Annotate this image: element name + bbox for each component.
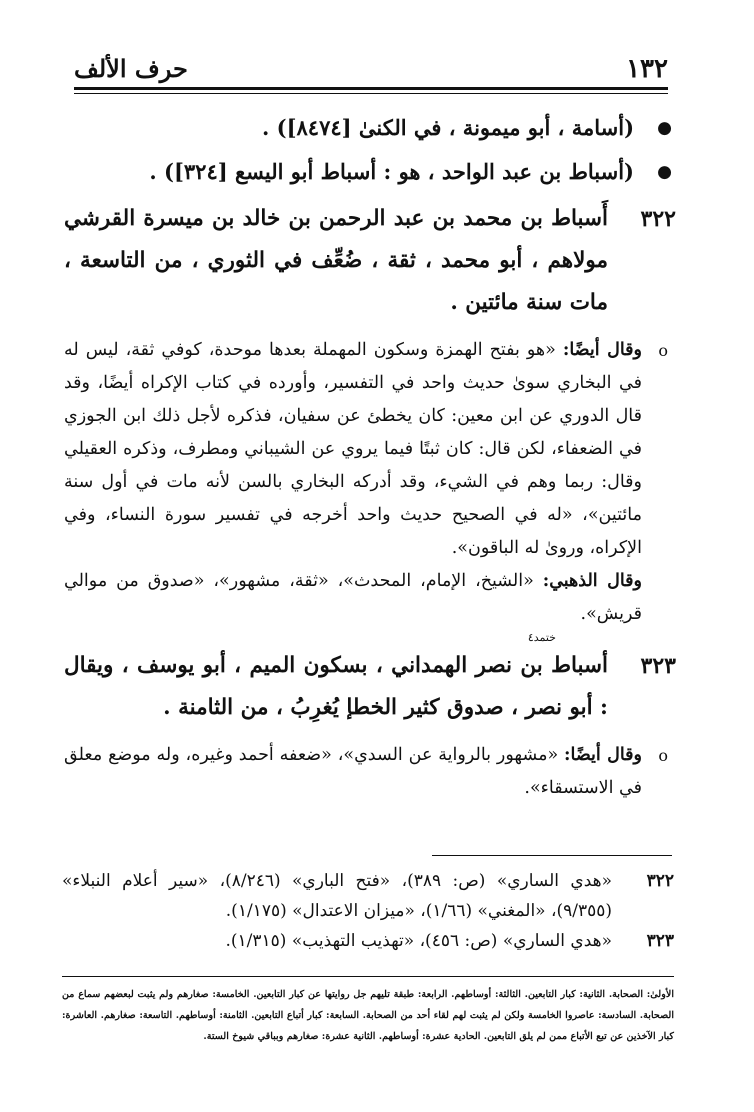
circle-marker-icon: o <box>658 341 668 360</box>
commentary-note <box>64 334 676 565</box>
cross-reference <box>64 106 676 150</box>
footnote-text: «هدي الساري» (ص: ٣٨٩)، «فتح الباري» (٨/٢٤٦)، «سير أعلام النبلاء» (٩/٣٥٥)، «المغني» (١/٦٦)، «ميزان الاعتدال» (١/١٧٥). <box>62 871 612 921</box>
footnote-number: ٣٢٣ <box>646 931 674 951</box>
narrator-entry <box>64 631 676 729</box>
header-divider-thick <box>74 87 668 90</box>
cross-reference <box>64 150 676 194</box>
cross-reference-text: (أسامة ، أبو ميمونة ، في الكنىٰ [٨٤٧٤]) . <box>262 115 634 140</box>
header-divider-thin <box>74 93 668 94</box>
note-text: «الشيخ، الإمام، المحدث»، «ثقة، مشهور»، «صدوق من موالي قريش». <box>64 571 642 624</box>
footnotes <box>62 866 674 956</box>
generations-legend: الأولىٰ: الصحابة. الثانية: كبار التابعين. الثالثة: أوساطهم. الرابعة: طبقة تليهم جل روايتها عن كبار التابعين. الخامسة: صغارهم ولم يثبت لبعضهم سماع من الصحابة. السادسة: عاصروا الخامسة ولكن لم يثبت لهم لقاء أحد من الصحابة. السابعة: كبار أتباع التابعين. الثامنة: أوساطهم. التاسعة: صغارهم. العاشرة: كبار الآخذين عن تبع الأتباع ممن لم يلق التابعين. الحادية عشرة: أوساطهم. الثانية عشرة: صغارهم وبباقي شيوخ الستة. <box>62 989 674 1042</box>
commentary-note <box>64 565 676 631</box>
entry-text: أَسباط بن محمد بن عبد الرحمن بن خالد بن ميسرة القرشي مولاهم ، أبو محمد ، ثقة ، ضُعِّف في الثوري ، من التاسعة ، مات سنة مائتين . <box>64 206 608 315</box>
footnote <box>62 866 674 926</box>
note-author: وقال أيضًا: <box>562 340 642 360</box>
note-author: وقال أيضًا: <box>564 745 642 765</box>
chapter-title: حرف الألف <box>74 54 188 83</box>
narrator-entry <box>64 198 676 324</box>
book-symbols: ختمد٤ <box>527 631 556 644</box>
entry-text: أسباط بن نصر الهمداني ، بسكون الميم ، أبو يوسف ، ويقال : أبو نصر ، صدوق كثير الخطإ يُغرِبُ ، من الثامنة . <box>64 653 608 720</box>
entry-number: ٣٢٣ <box>640 653 676 679</box>
cross-reference-text: (أسباط بن عبد الواحد ، هو : أسباط أبو اليسع [٣٢٤]) . <box>149 159 634 184</box>
entry-number: ٣٢٢ <box>640 206 676 232</box>
note-author: وقال الذهبي: <box>542 571 642 591</box>
bullet-icon: ● <box>657 118 672 138</box>
page-number: ١٣٢ <box>626 54 668 84</box>
bullet-icon: ● <box>657 162 672 182</box>
circle-marker-icon: o <box>658 746 668 765</box>
main-content <box>64 106 676 805</box>
note-text: «هو بفتح الهمزة وسكون المهملة بعدها موحدة، كوفي ثقة، ليس له في البخاري سوىٰ حديث واحد في التفسير، وأورده في كتاب الإكراه أيضًا، وقد قال الدوري عن ابن معين: كان يخطئ عن سفيان، فذكره لأجل ذلك ابن الجوزي في الضعفاء، لكن قال: كان ثبتًا فيما يروي عن الشيباني ومطرف، وذكره العقيلي وقال: ربما وهم في الشيء، وقد أدركه البخاري بالسن لأنه مات في أول سنة مائتين»، «له في الصحيح حديث واحد أخرجه في تفسير سورة النساء، وفي الإكراه، وروىٰ له الباقون». <box>64 340 642 558</box>
legend-divider <box>62 976 674 977</box>
footnote-divider <box>432 855 672 856</box>
footnote-number: ٣٢٢ <box>646 871 674 891</box>
commentary-note <box>64 739 676 805</box>
footnote <box>62 926 674 956</box>
footnote-text: «هدي الساري» (ص: ٤٥٦)، «تهذيب التهذيب» (١/٣١٥). <box>225 931 612 951</box>
note-text: «مشهور بالرواية عن السدي»، «ضعفه أحمد وغيره، وله موضع معلق في الاستسقاء». <box>64 745 642 798</box>
